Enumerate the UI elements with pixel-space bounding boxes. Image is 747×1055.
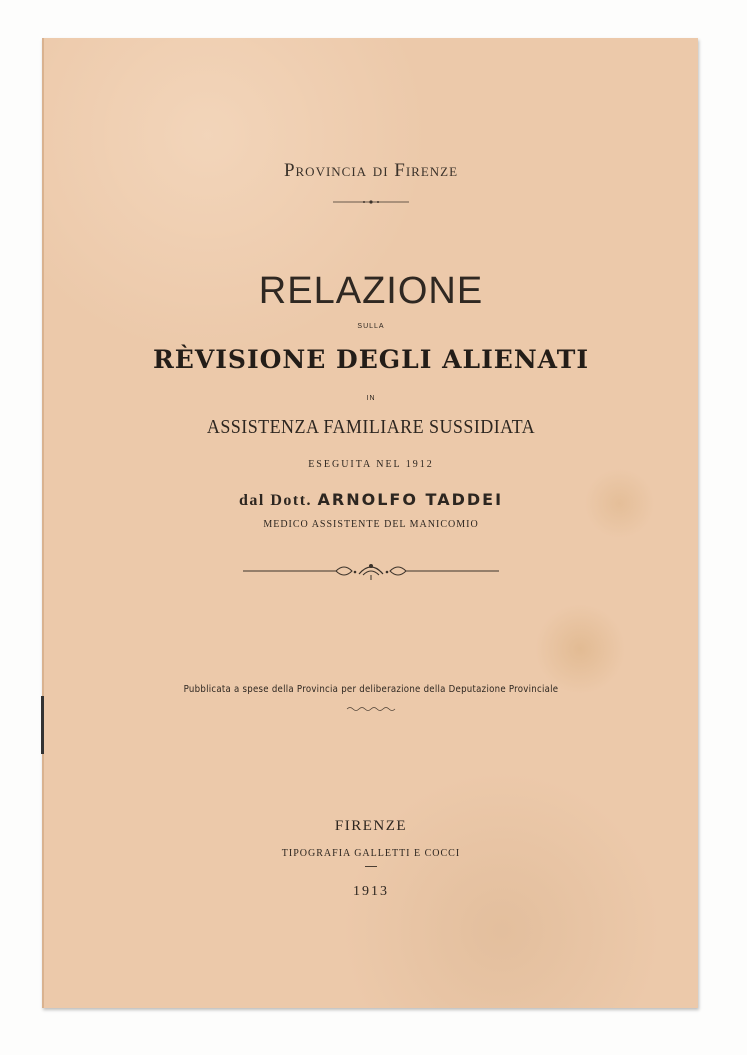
- author-line: [44, 490, 698, 510]
- ornament-divider-large: [44, 560, 698, 582]
- publisher: TIPOGRAFIA GALLETTI E COCCI: [281, 848, 461, 859]
- ornament-wave: [44, 706, 698, 712]
- subtitle: RÈVISIONE DEGLI ALIENATI: [152, 345, 590, 374]
- publication-note: Pubblicata a spese della Provincia per deliberazione della Deputazione Provinciale: [183, 684, 559, 695]
- publication-year: 1913: [353, 884, 389, 899]
- ornament-divider-small: [44, 198, 698, 206]
- binding-mark: [41, 696, 44, 754]
- short-divider: [365, 866, 377, 867]
- publication-city: FIRENZE: [334, 818, 408, 834]
- document-cover: [42, 38, 698, 1008]
- main-title: RELAZIONE: [258, 270, 484, 312]
- author-role: MEDICO ASSISTENTE DEL MANICOMIO: [263, 519, 479, 530]
- connector-sulla: SULLA: [357, 323, 385, 330]
- connector-in: IN: [366, 395, 376, 402]
- date-performed: ESEGUITA NEL 1912: [308, 459, 434, 470]
- header-provincia: Provincia di Firenze: [283, 160, 459, 181]
- author-prefix: dal Dott.: [238, 492, 313, 509]
- author-name: ARNOLFO TADDEI: [317, 490, 504, 509]
- subtitle-assistenza: ASSISTENZA FAMILIARE SUSSIDIATA: [206, 416, 536, 438]
